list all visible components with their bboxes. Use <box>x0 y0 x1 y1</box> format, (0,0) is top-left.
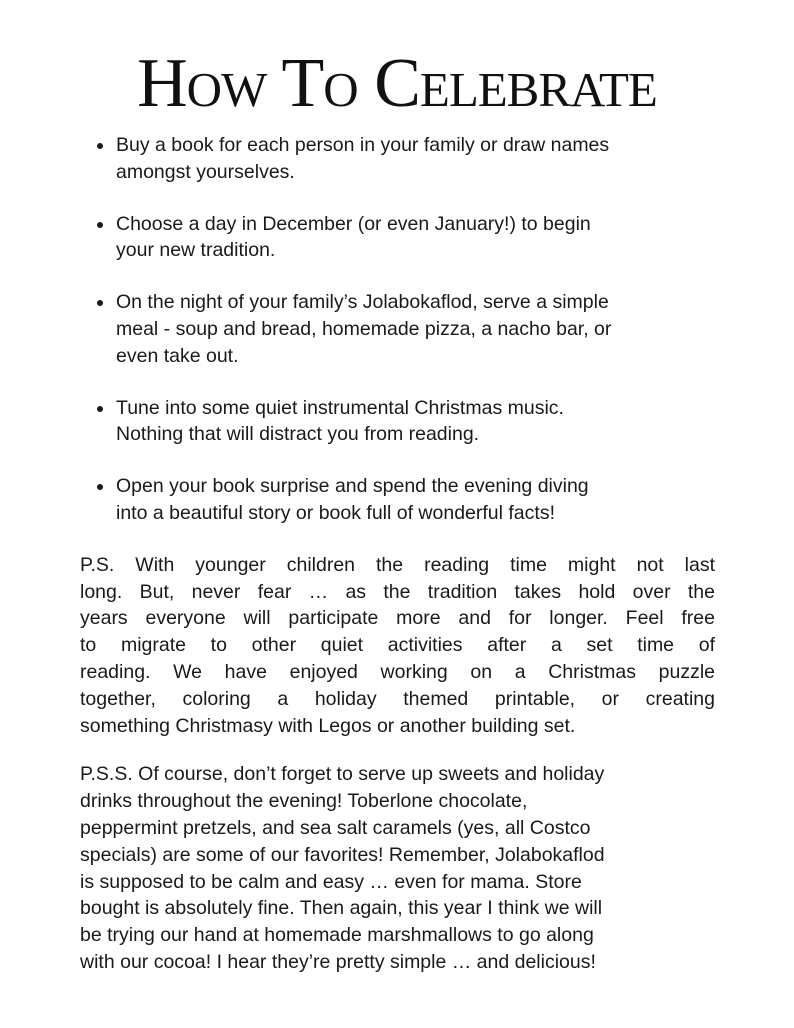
bullet-text-line: meal - soup and bread, homemade pizza, a nacho bar, or <box>116 317 612 340</box>
paragraphs <box>0 552 794 976</box>
ps-paragraph <box>80 552 715 740</box>
bullet-dot-icon <box>97 222 103 228</box>
bullet-dot-icon <box>97 484 103 490</box>
bullet-item <box>116 132 726 186</box>
paragraph-text-line: years everyone will participate more and for longer. Feel free <box>80 607 715 630</box>
paragraph-text-line: something Christmasy with Legos or another building set. <box>80 714 576 737</box>
paragraph-text-line: long. But, never fear … as the tradition takes hold over the <box>80 580 715 603</box>
bullet-dot-icon <box>97 406 103 412</box>
bullet-text-line: your new tradition. <box>116 239 276 262</box>
paragraph-text-line: to migrate to other quiet activities after a set time of <box>80 634 715 657</box>
bullet-item <box>116 395 726 449</box>
bullet-text-line: Choose a day in December (or even January!) to begin <box>116 212 591 235</box>
bullet-text-line: even take out. <box>116 344 239 367</box>
paragraph-text-line: peppermint pretzels, and sea salt caramels (yes, all Costco <box>80 816 591 839</box>
bullet-text-line: Tune into some quiet instrumental Christmas music. <box>116 396 564 419</box>
paragraph-text-line: with our cocoa! I hear they’re pretty simple … and delicious! <box>80 950 596 973</box>
paragraph-text-line: be trying our hand at homemade marshmallows to go along <box>80 924 594 947</box>
bullet-text-line: On the night of your family’s Jolabokaflod, serve a simple <box>116 291 609 314</box>
paragraph-text-line: reading. We have enjoyed working on a Christmas puzzle <box>80 660 715 683</box>
pss-paragraph <box>80 761 715 975</box>
bullet-text-line: into a beautiful story or book full of wonderful facts! <box>116 501 555 524</box>
bullet-dot-icon <box>97 300 103 306</box>
bullet-item <box>116 289 726 369</box>
bullet-text-line: Buy a book for each person in your family or draw names <box>116 134 610 156</box>
bullet-dot-icon <box>97 143 103 149</box>
bullet-item <box>116 473 726 527</box>
paragraph-text-line: is supposed to be calm and easy … even for mama. Store <box>80 870 582 893</box>
bullet-text-line: amongst yourselves. <box>116 160 295 183</box>
bullet-item <box>116 211 726 265</box>
paragraph-text-line: P.S.S. Of course, don’t forget to serve up sweets and holiday <box>80 763 605 786</box>
page-content <box>0 132 794 998</box>
paragraph-text-line: specials) are some of our favorites! Remember, Jolabokaflod <box>80 843 605 866</box>
paragraph-text-line: together, coloring a holiday themed printable, or creating <box>80 687 715 710</box>
bullet-list <box>0 132 794 527</box>
paragraph-text-line: drinks throughout the evening! Toberlone chocolate, <box>80 790 528 813</box>
bullet-text-line: Open your book surprise and spend the evening diving <box>116 475 589 498</box>
paragraph-text-line: P.S. With younger children the reading time might not last <box>80 553 715 576</box>
page-title: How To Celebrate <box>137 45 657 122</box>
bullet-text-line: Nothing that will distract you from reading. <box>116 423 480 446</box>
paragraph-text-line: bought is absolutely fine. Then again, this year I think we will <box>80 897 603 920</box>
